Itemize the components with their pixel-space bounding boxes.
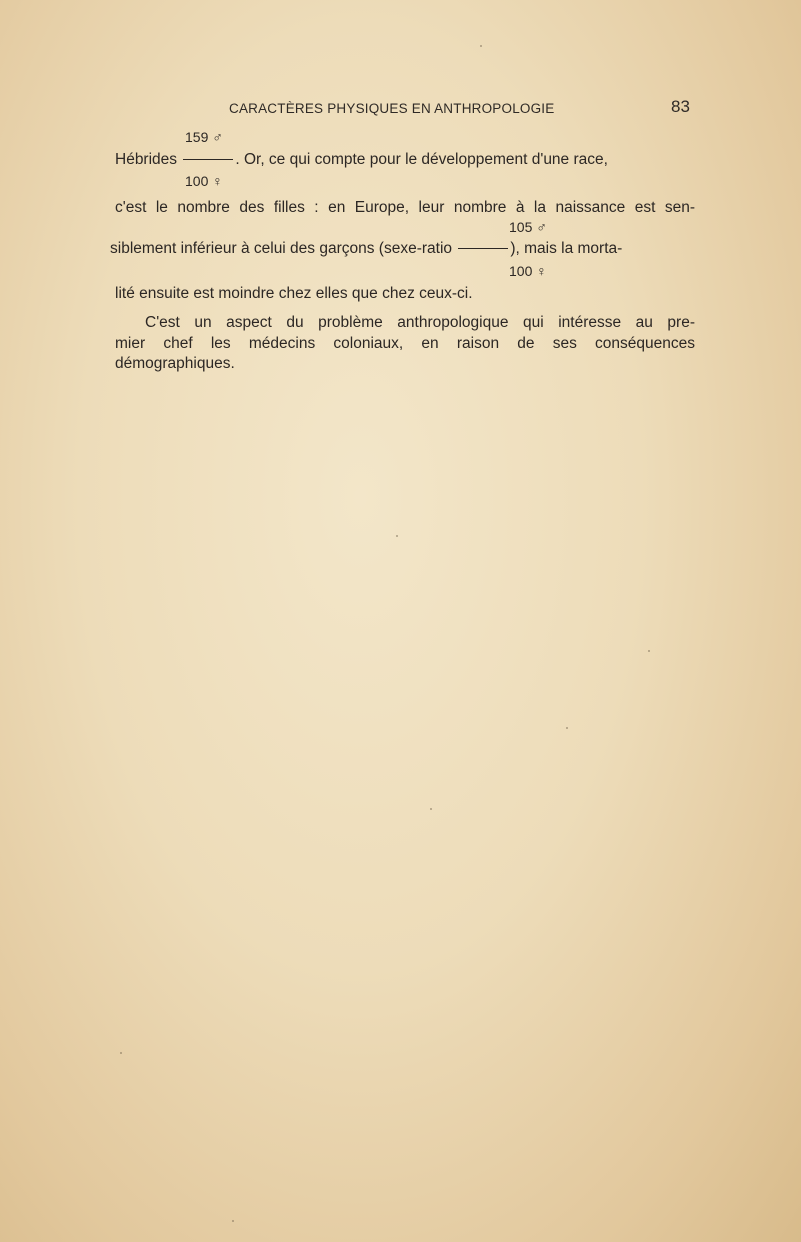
text-line [115, 151, 695, 169]
text-fragment: Hébrides [115, 151, 178, 168]
fraction-denominator: 100 ♀ [185, 173, 223, 189]
fraction-denominator: 100 ♀ [509, 263, 547, 279]
fraction-bar [183, 159, 233, 160]
text-line: C'est un aspect du problème anthropologique qui intéresse au pre- [145, 314, 695, 331]
running-header: CARACTÈRES PHYSIQUES EN ANTHROPOLOGIE [229, 101, 555, 116]
paper-speck [480, 45, 482, 47]
text-line: démographiques. [115, 355, 235, 372]
text-fragment: . Or, ce qui compte pour le développement d'une race, [235, 151, 608, 168]
paper-speck [648, 650, 650, 652]
fraction-bar [458, 248, 508, 249]
paper-speck [566, 727, 568, 729]
fraction-numerator: 105 ♂ [509, 219, 547, 235]
text-line: lité ensuite est moindre chez elles que chez ceux-ci. [115, 285, 473, 302]
text-fragment: siblement inférieur à celui des garçons (sexe-ratio [110, 240, 453, 257]
text-line: c'est le nombre des filles : en Europe, leur nombre à la naissance est sen- [115, 199, 695, 216]
paper-speck [396, 535, 398, 537]
paper-speck [430, 808, 432, 810]
paper-speck [120, 1052, 122, 1054]
page-number: 83 [671, 97, 690, 116]
text-line [110, 240, 690, 258]
fraction-numerator: 159 ♂ [185, 129, 223, 145]
text-line: mier chef les médecins coloniaux, en raison de ses conséquences [115, 335, 695, 352]
text-fragment: ), mais la morta- [510, 240, 623, 257]
paper-speck [232, 1220, 234, 1222]
